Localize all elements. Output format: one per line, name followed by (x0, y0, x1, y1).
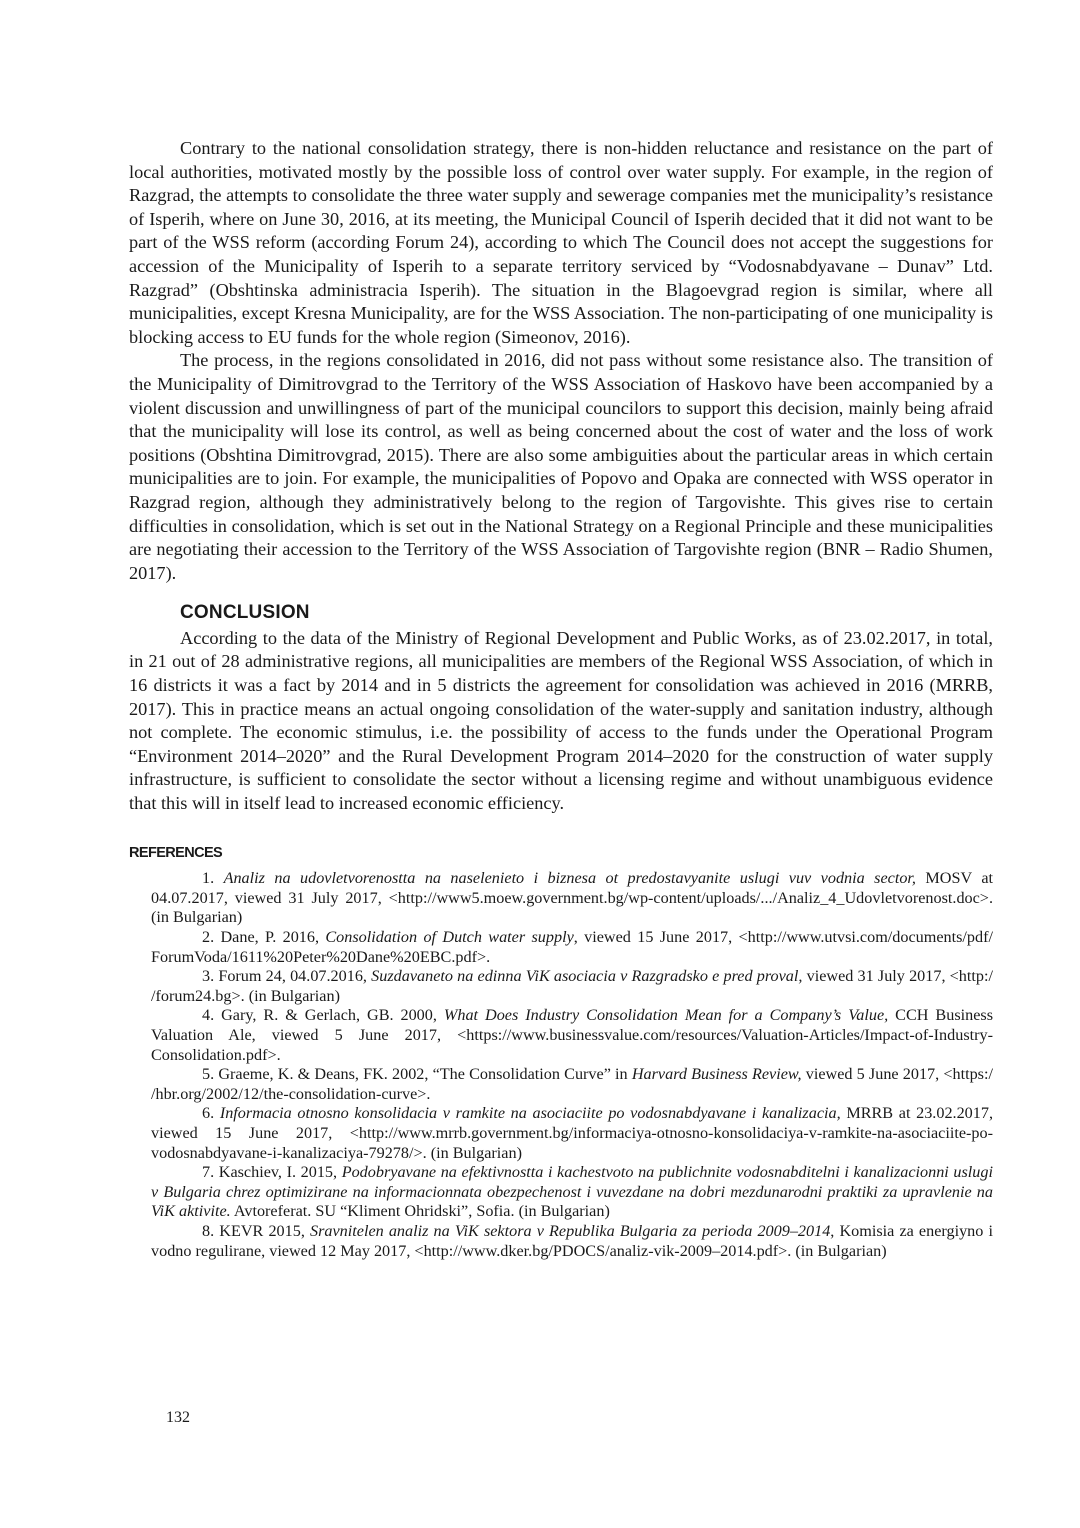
reference-details: viewed 5 June 2017, <https:/ /hbr.org/2002/12/the-consolidation-curve>. (151, 1065, 993, 1103)
reference-details: Avtoreferat. SU “Kliment Ohridski”, Sofia. (in Bulgarian) (230, 1202, 610, 1221)
section-heading-references: REFERENCES (129, 844, 223, 861)
section-heading-conclusion: CONCLUSION (180, 602, 310, 624)
reference-author: 4. Gary, R. & Gerlach, GB. 2000, (202, 1006, 444, 1025)
page-number: 132 (166, 1409, 190, 1426)
reference-author: 3. Forum 24, 04.07.2016, (202, 967, 372, 986)
reference-title: Sravnitelen analiz na ViK sektora v Republika Bulgaria za perioda 2009–2014 (310, 1221, 831, 1240)
reference-item (129, 1006, 993, 1065)
reference-author: 8. KEVR 2015, (202, 1221, 310, 1240)
reference-author: 6. (202, 1104, 220, 1123)
reference-details: CCH Business Valuation Ale, viewed 5 June 2017, <https://www.businessvalue.com/resources/Valuation-Articles/Impact-of-Industry-Consolidation.pdf>. (151, 1006, 993, 1064)
reference-item (129, 967, 993, 1006)
body-paragraph: The process, in the regions consolidated in 2016, did not pass without some resistance also. The transition of the Municipality of Dimitrovgrad to the Territory of the WSS Association of Haskovo have been accompanied by a violent discussion and unwillingness of part of the municipal councilors to support this decision, mainly being afraid that the municipality will lose its control, as well as being concerned about the cost of water and the loss of work positions (Obshtina Dimitrovgrad, 2015). There are also some ambiguities about the particular areas in which certain municipalities are to join. For example, the municipalities of Popovo and Opaka are connected with WSS operator in Razgrad region, although they administratively belong to the region of Targovishte. This gives rise to certain difficulties in consolidation, which is set out in the National Strategy on a Regional Principle and these municipalities are negotiating their accession to the Territory of the WSS Association of Targovishte region (BNR – Radio Shumen, 2017). (129, 350, 993, 583)
reference-author: 7. Kaschiev, I. 2015, (202, 1163, 342, 1182)
reference-title: Harvard Business Review, (631, 1065, 802, 1084)
conclusion-paragraph: According to the data of the Ministry of Regional Development and Public Works, as of 23.02.2017, in total, in 21 out of 28 administrative regions, all municipalities are members of the Regional WSS Association, of which in 16 districts it was a fact by 2014 and in 5 districts the agreement for consolidation was achieved in 2016 (MRRB, 2017). This in practice means an actual ongoing consolidation of the water-supply and sanitation industry, although not complete. The economic stimulus, i.e. the possibility of access to the funds under the Operational Program “Environment 2014–2020” and the Rural Development Program 2014–2020 for the construction of water supply infrastructure, is sufficient to consolidate the sector without a licensing regime and without unambiguous evidence that this will in itself lead to increased economic efficiency. (129, 627, 993, 814)
page-content (129, 137, 993, 1261)
reference-author: 5. Graeme, K. & Deans, FK. 2002, “The Consolidation Curve” in (202, 1065, 632, 1084)
reference-details: MOSV at 04.07.2017, viewed 31 July 2017, <http://www5.moew.government.bg/wp-content/uploads/.../Analiz_4_Udovletvorenost.doc>. (in Bulgarian) (151, 869, 993, 927)
reference-details: MRRB at 23.02.2017, viewed 15 June 2017, <http://www.mrrb.government.bg/informaciya-otnosno-konsolidaciya-v-ramkite-na-asociaciite-po-vodosnabdyavane-i-kanalizaciya-79278/>. (in Bulgarian) (151, 1104, 994, 1162)
reference-details: , viewed 15 June 2017, <http://www.utvsi.com/documents/pdf/ ForumVoda/1611%20Peter%20Dane%20EBC.pdf>. (151, 928, 993, 966)
reference-details: , Komisia za energiyno i vodno regulirane, viewed 12 May 2017, <http://www.dker.bg/PDOCS/analiz-vik-2009–2014.pdf>. (in Bulgarian) (151, 1221, 993, 1260)
reference-title: What Does Industry Consolidation Mean for a Company’s Value, (443, 1006, 889, 1025)
reference-title: Analiz na udovletvorenostta na naselenieto i biznesa ot predostavyanite uslugi vuv vodnia sector, (223, 869, 916, 888)
reference-item (129, 869, 993, 928)
reference-details: viewed 31 July 2017, <http:/ /forum24.bg>. (in Bulgarian) (151, 967, 993, 1005)
reference-title: Consolidation of Dutch water supply (325, 928, 574, 946)
reference-title: Informacia otnosno konsolidacia v ramkite na asociaciite po vodosnabdyavane i kanalizacia, (219, 1104, 841, 1123)
reference-item (129, 928, 993, 967)
reference-item (129, 1065, 993, 1104)
reference-item (129, 1222, 993, 1261)
reference-author: 2. Dane, P. 2016, (202, 928, 326, 946)
reference-title: Suzdavaneto na edinna ViK asociacia v Razgradsko e pred proval, (371, 967, 803, 986)
reference-item (129, 1104, 993, 1163)
reference-author: 1. (202, 869, 224, 888)
reference-item (129, 1163, 993, 1222)
body-paragraph: Contrary to the national consolidation strategy, there is non-hidden reluctance and resistance on the part of local authorities, motivated mostly by the possible loss of control over water supply. For example, in the region of Razgrad, the attempts to consolidate the three water supply and sewerage companies met the municipality’s resistance of Isperih, where on June 30, 2016, at its meeting, the Municipal Council of Isperih decided that it did not want to be part of the WSS reform (according Forum 24), according to which The Council does not accept the suggestions for accession of the Municipality of Isperih to a separate territory serviced by “Vodosnabdyavane – Dunav” Ltd. Razgrad” (Obshtinska administracia Isperih). The situation in the Blagoevgrad region is similar, where all municipalities, except Kresna Municipality, are for the WSS Association. The non-participating of one municipality is blocking access to EU funds for the whole region (Simeonov, 2016). (129, 138, 993, 347)
reference-title: Podobryavane na efektivnostta i kachestvoto na publichnite vodosnabditelni i kanalizacionni uslugi v Bulgaria chrez optimizirane na informacionnata obezpechenost i vuvezdane na dobri mezdunarodni praktiki za upravlenie na ViK aktivite. (151, 1163, 993, 1221)
reference-list (129, 869, 993, 1261)
